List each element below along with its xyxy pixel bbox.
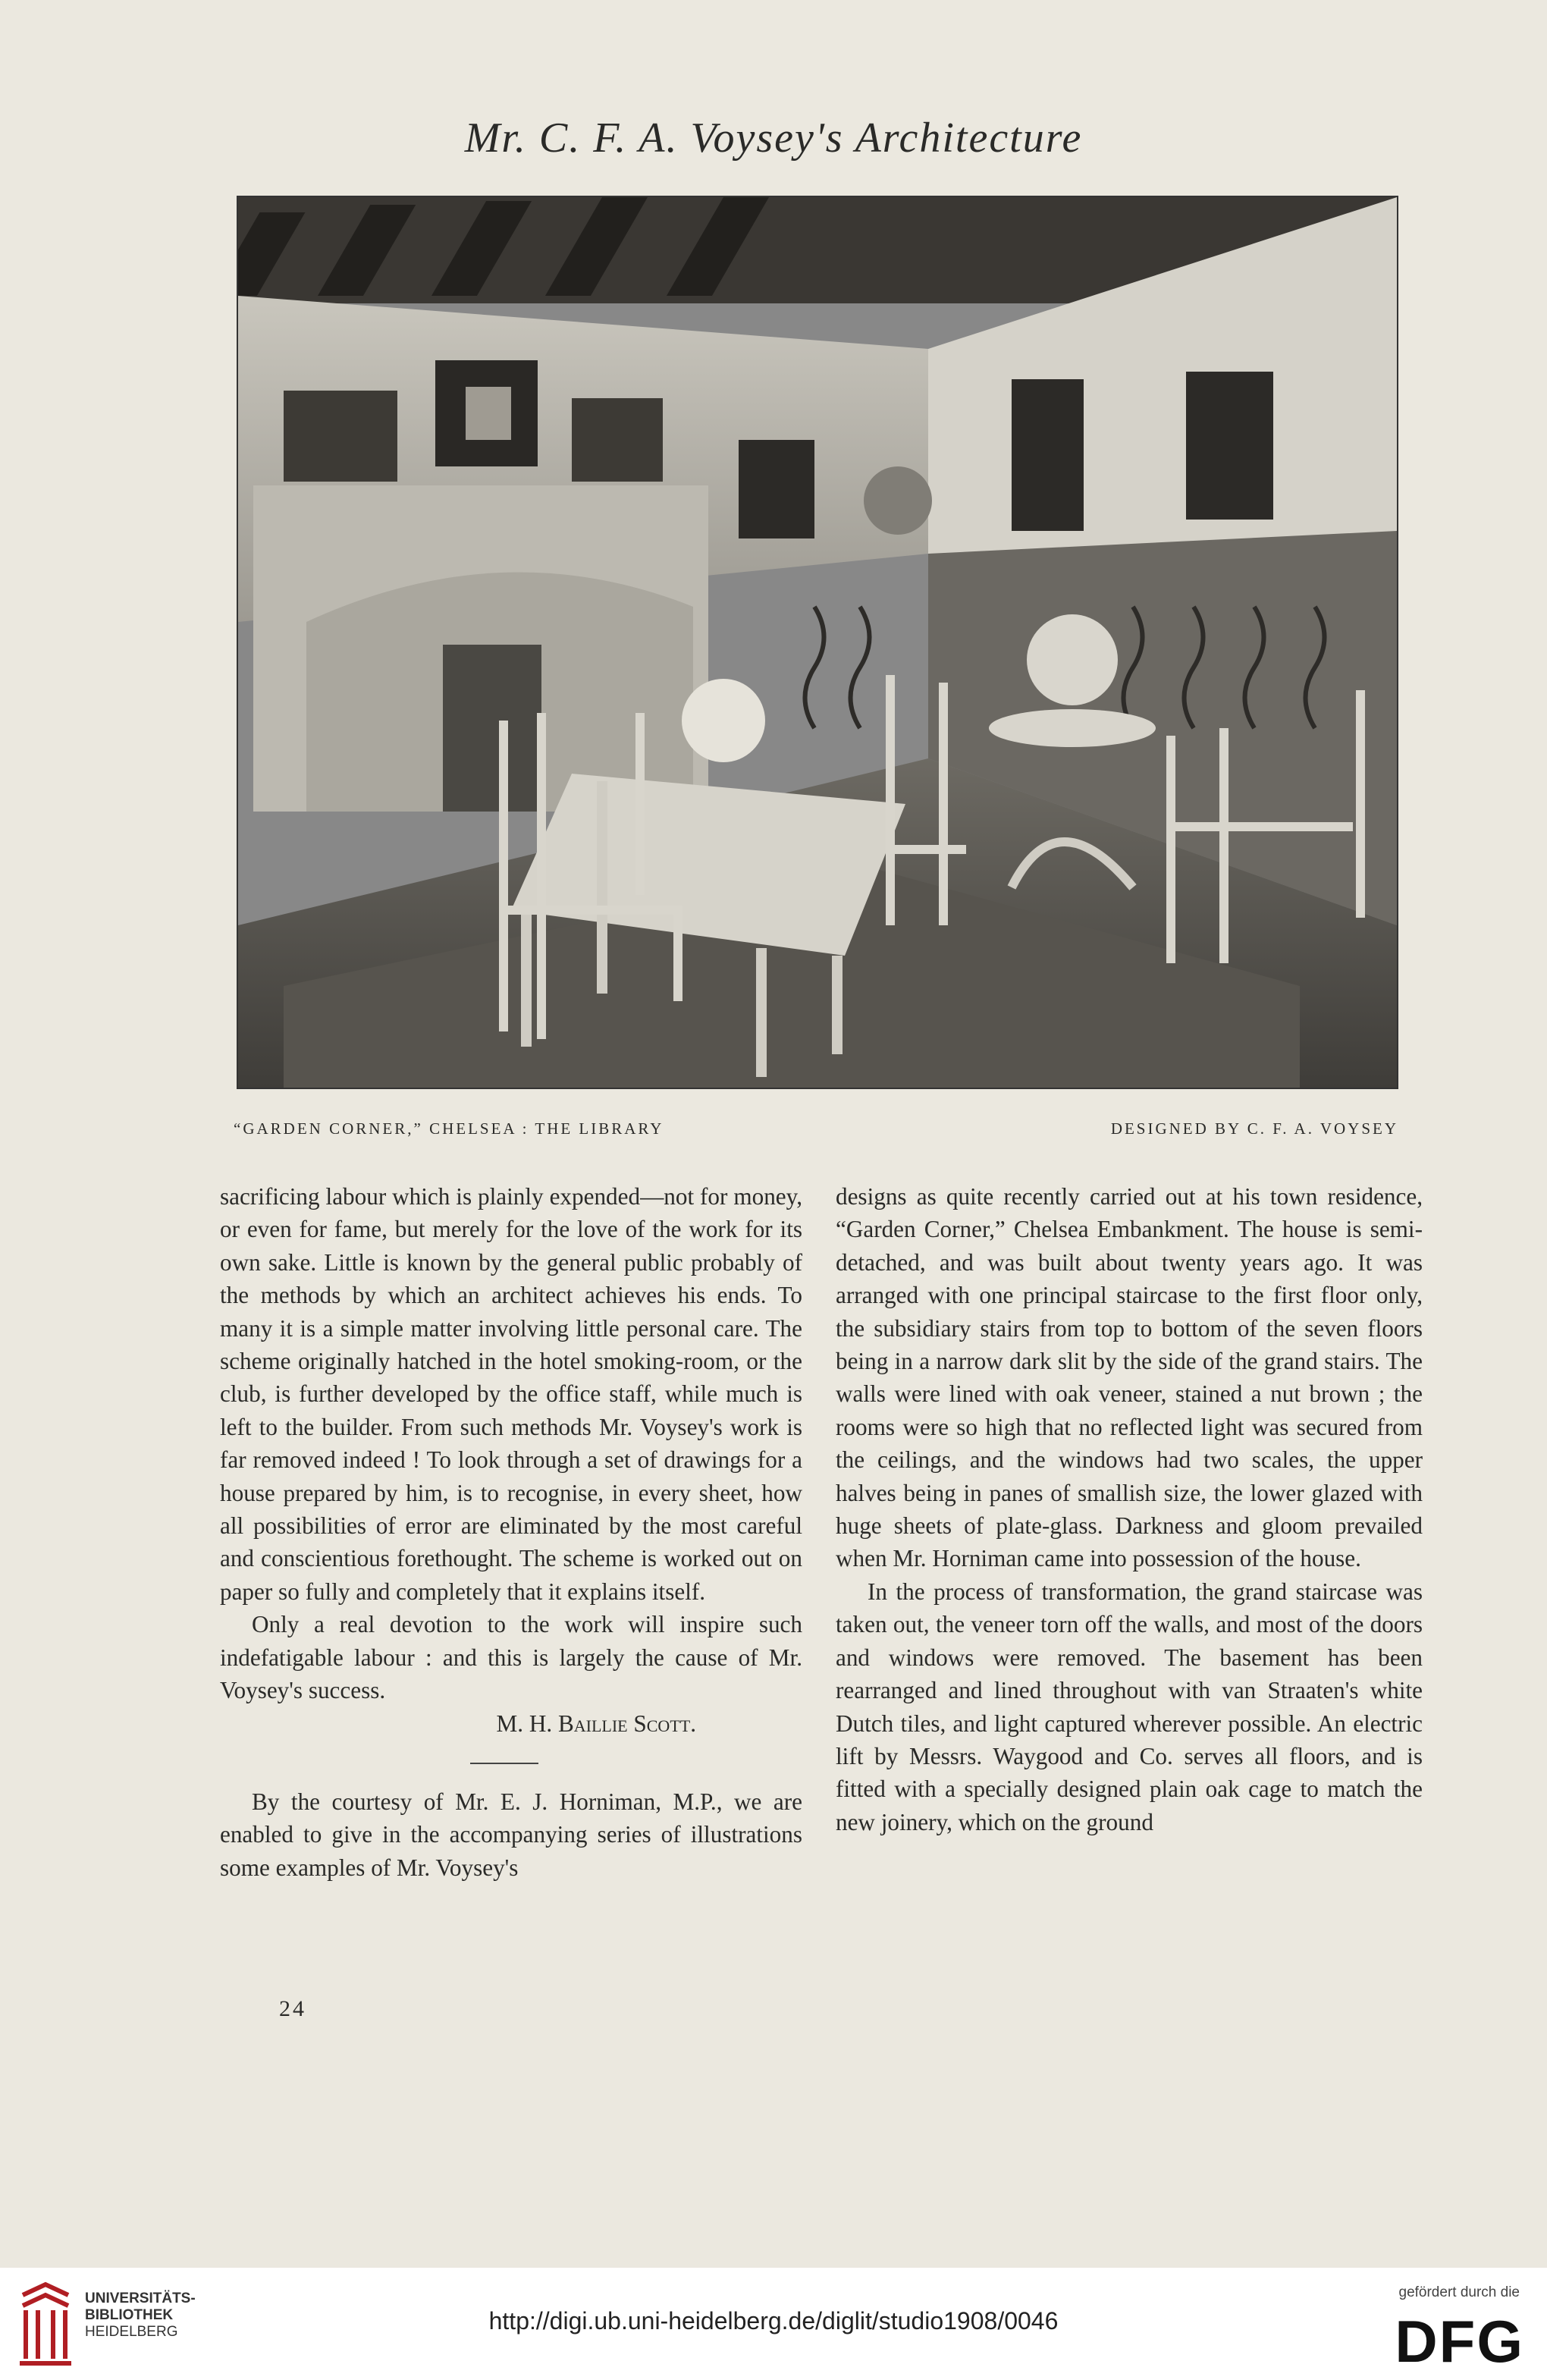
paragraph: By the courtesy of Mr. E. J. Horniman, M.P., we are enabled to give in the accompanying series of illustrations some examples of Mr. Voysey's [220,1788,802,1881]
paragraph: Only a real devotion to the work will inspire such indefatigable labour : and this is largely the cause of Mr. Voysey's success. [220,1611,802,1704]
paragraph: designs as quite recently carried out at his town residence, “Garden Corner,” Chelsea Embankment. The house is semi-detached, and was built about twenty years ago. It was arranged with one principal staircase to the first floor only, the subsidiary stairs from top to bottom of the seven floors being in a narrow dark slit by the side of the grand stairs. The walls were lined with oak veneer, stained a nut brown ; the rooms were so high that no reflected light was secured from the ceilings, and the windows had two scales, the upper halves being in panes of smallish size, the lower glazed with huge sheets of plate-glass. Darkness and gloom prevailed when Mr. Horniman came into possession of the house. [836,1183,1423,1572]
running-head: Mr. C. F. A. Voysey's Architecture [464,115,1083,162]
author-signature: M. H. Baillie Scott. [496,1710,696,1737]
left-column [220,1180,802,1884]
paragraph: sacrificing labour which is plainly expended—not for money, or even for fame, but merely for the love of the work for its own sake. Little is known by the general public probably of the methods by which an architect achieves his ends. To many it is a simple matter involving little personal care. The scheme originally hatched in the hotel smoking-room, or the club, is further developed by the office staff, while much is left to the builder. From such methods Mr. Voysey's work is far removed indeed ! To look through a set of drawings for a house prepared by him, is to recognise, in every sheet, how all possibilities of error are eliminated by the most careful and conscientious forethought. The scheme is worked out on paper so fully and completely that it explains itself. [220,1183,802,1605]
section-divider [470,1763,538,1764]
library-photograph [237,196,1398,1089]
right-column [836,1180,1423,1838]
dfg-logo: DFG [1395,2308,1524,2375]
source-url-link[interactable]: http://digi.ub.uni-heidelberg.de/diglit/studio1908/0046 [488,2307,1059,2334]
figure-caption-credit: DESIGNED BY C. F. A. VOYSEY [1110,1119,1398,1138]
figure-caption-title: “GARDEN CORNER,” CHELSEA : THE LIBRARY [234,1119,664,1138]
library-name: UNIVERSITÄTS- BIBLIOTHEK HEIDELBERG [85,2291,196,2340]
page-number: 24 [279,1996,306,2021]
digitization-footer [0,2268,1547,2380]
funding-note: gefördert durch die [1398,2284,1520,2300]
photo-illustration [238,197,1397,1088]
paragraph: In the process of transformation, the grand staircase was taken out, the veneer torn off the walls, and most of the doors and windows were removed. The basement has been rearranged and lined throughout with van Straaten's white Dutch tiles, and light captured wherever possible. An electric lift by Messrs. Waygood and Co. serves all floors, and is fitted with a specially designed plain oak cage to match the new joinery, which on the ground [836,1578,1423,1835]
